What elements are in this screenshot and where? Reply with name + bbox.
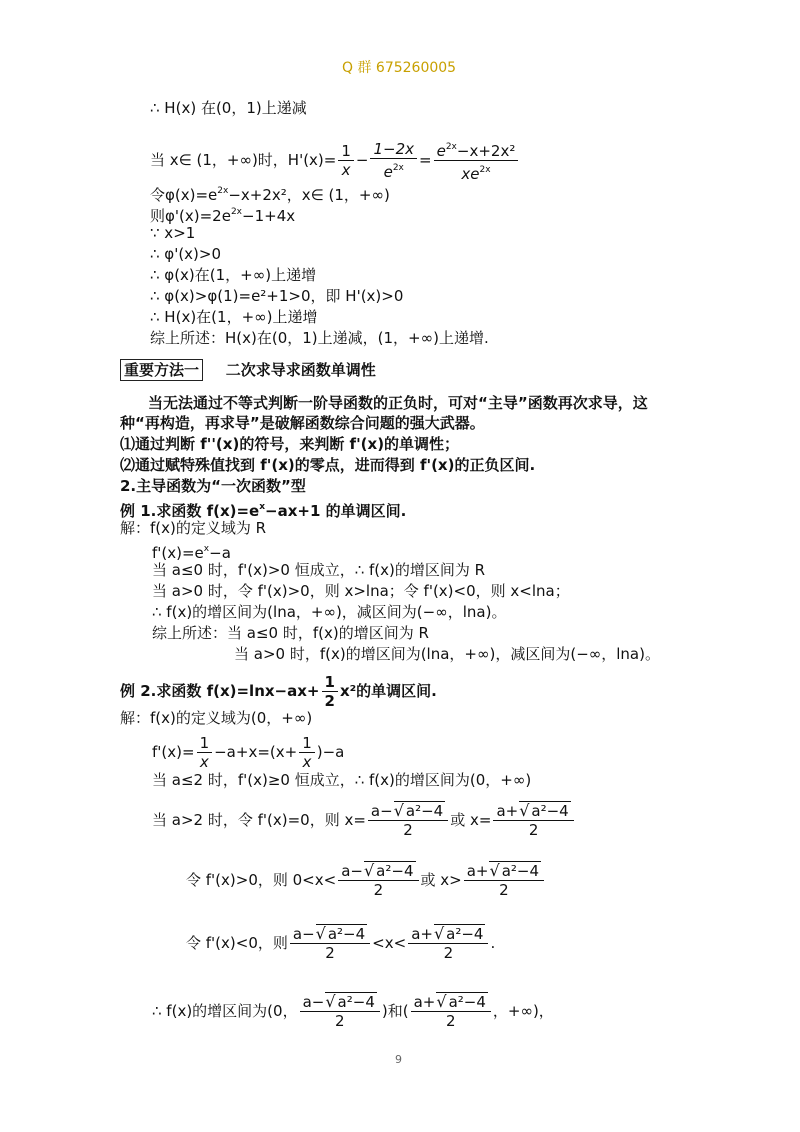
formula-decreasing: 令 f'(x)<0，则 $\frac{\text{a−√ a²−4}}{2}$ <x< $\frac{\text{a+√ a²−4}}{2}$ .	[186, 925, 495, 962]
formula-increasing: 令 f'(x)>0，则 0<x< $\frac{\text{a−√ a²−4}}{2}$ 或 x> $\frac{\text{a+√ a²−4}}{2}$	[186, 862, 546, 899]
text-line: 当 a≤0 时，f'(x)>0 恒成立，∴ f(x)的增区间为 R	[152, 561, 486, 579]
example-1-title: 例 1.求函数 $f(x)=e^x-ax+1$ 的单调区间.	[120, 502, 407, 520]
text-line: 当 a>0 时，f(x)的增区间为(lna，+∞)，减区间为(−∞，lna)。	[234, 645, 660, 663]
text-line: 则$\varphi'(x)=2e^{2x}-1+4x$	[150, 207, 296, 225]
text-line: ⑵通过赋特殊值找到 f'(x)的零点，进而得到 f'(x)的正负区间.	[120, 456, 536, 474]
text-line: ∴ f(x)的增区间为(lna，+∞)，减区间为(−∞，lna)。	[152, 603, 507, 621]
page-number: 9	[395, 1053, 402, 1066]
text-line: ∴ φ'(x)>0	[150, 245, 222, 263]
text-line: ∴ φ(x)在(1，+∞)上递增	[150, 266, 317, 284]
text-line: 种“再构造，再求导”是破解函数综合问题的强大武器。	[120, 414, 485, 432]
text-line: ∵ x>1	[150, 224, 196, 242]
formula-h-prime: 当 x∈ (1，+∞)时，H'(x)= $\frac{1}{x}$ − $\frac{1-2x}{e^{2x}}$ = $\frac{e^{2x}-x+2x^2}{xe^{2x}}$	[150, 138, 520, 183]
method-badge: 重要方法一	[120, 359, 203, 381]
subsection-heading: 2.主导函数为“一次函数”型	[120, 477, 306, 495]
text-line: 当无法通过不等式判断一阶导函数的正负时，可对“主导”函数再次求导，这	[148, 394, 648, 412]
text-line: 综上所述：当 a≤0 时，f(x)的增区间为 R	[152, 624, 429, 642]
text-line: 当 a>0 时，令 f'(x)>0，则 x>lna；令 f'(x)<0，则 x<lna；	[152, 582, 570, 600]
text-line: ∴ φ(x)>φ(1)=e²+1>0，即 H'(x)>0	[150, 287, 404, 305]
formula-roots: 当 a>2 时，令 f'(x)=0，则 x= $\frac{\text{a−√ a²−4}}{2}$ 或 x= $\frac{\text{a+√ a²−4}}{2}$	[152, 802, 576, 839]
formula-conclusion: ∴ f(x)的增区间为(0， $\frac{\text{a−√ a²−4}}{2}$ )和( $\frac{\text{a+√ a²−4}}{2}$ ，+∞)，	[152, 993, 554, 1030]
text-line: 解：f(x)的定义域为 R	[120, 519, 267, 537]
text-line: $f'(x)=e^x-a$	[152, 544, 231, 562]
text-line: 令$\varphi(x)=e^{2x}-x+2x^2$，x∈ (1，+∞)	[150, 186, 390, 204]
text-line: 综上所述：H(x)在(0，1)上递减，(1，+∞)上递增.	[150, 329, 489, 347]
text-line: ⑴通过判断 f''(x)的符号，来判断 f'(x)的单调性；	[120, 435, 460, 453]
example-2-title: 例 2.求函数 f(x)=lnx−ax+ $\frac{1}{2}$ x²的单调区间.	[120, 673, 437, 710]
formula-f-prime: f'(x)= $\frac{1}{x}$ −a+x=(x+ $\frac{1}{x}$ )−a	[152, 734, 345, 771]
text-line: 当 a≤2 时，f'(x)≥0 恒成立，∴ f(x)的增区间为(0，+∞)	[152, 771, 532, 789]
text-line: ∴ H(x) 在(0，1)上递减	[150, 99, 307, 117]
qq-group-header: Q 群 675260005	[342, 60, 457, 76]
section-heading: 重要方法一 二次求导求函数单调性	[120, 360, 376, 380]
text-line: 解：f(x)的定义域为(0，+∞)	[120, 709, 313, 727]
text-line: ∴ H(x)在(1，+∞)上递增	[150, 308, 318, 326]
